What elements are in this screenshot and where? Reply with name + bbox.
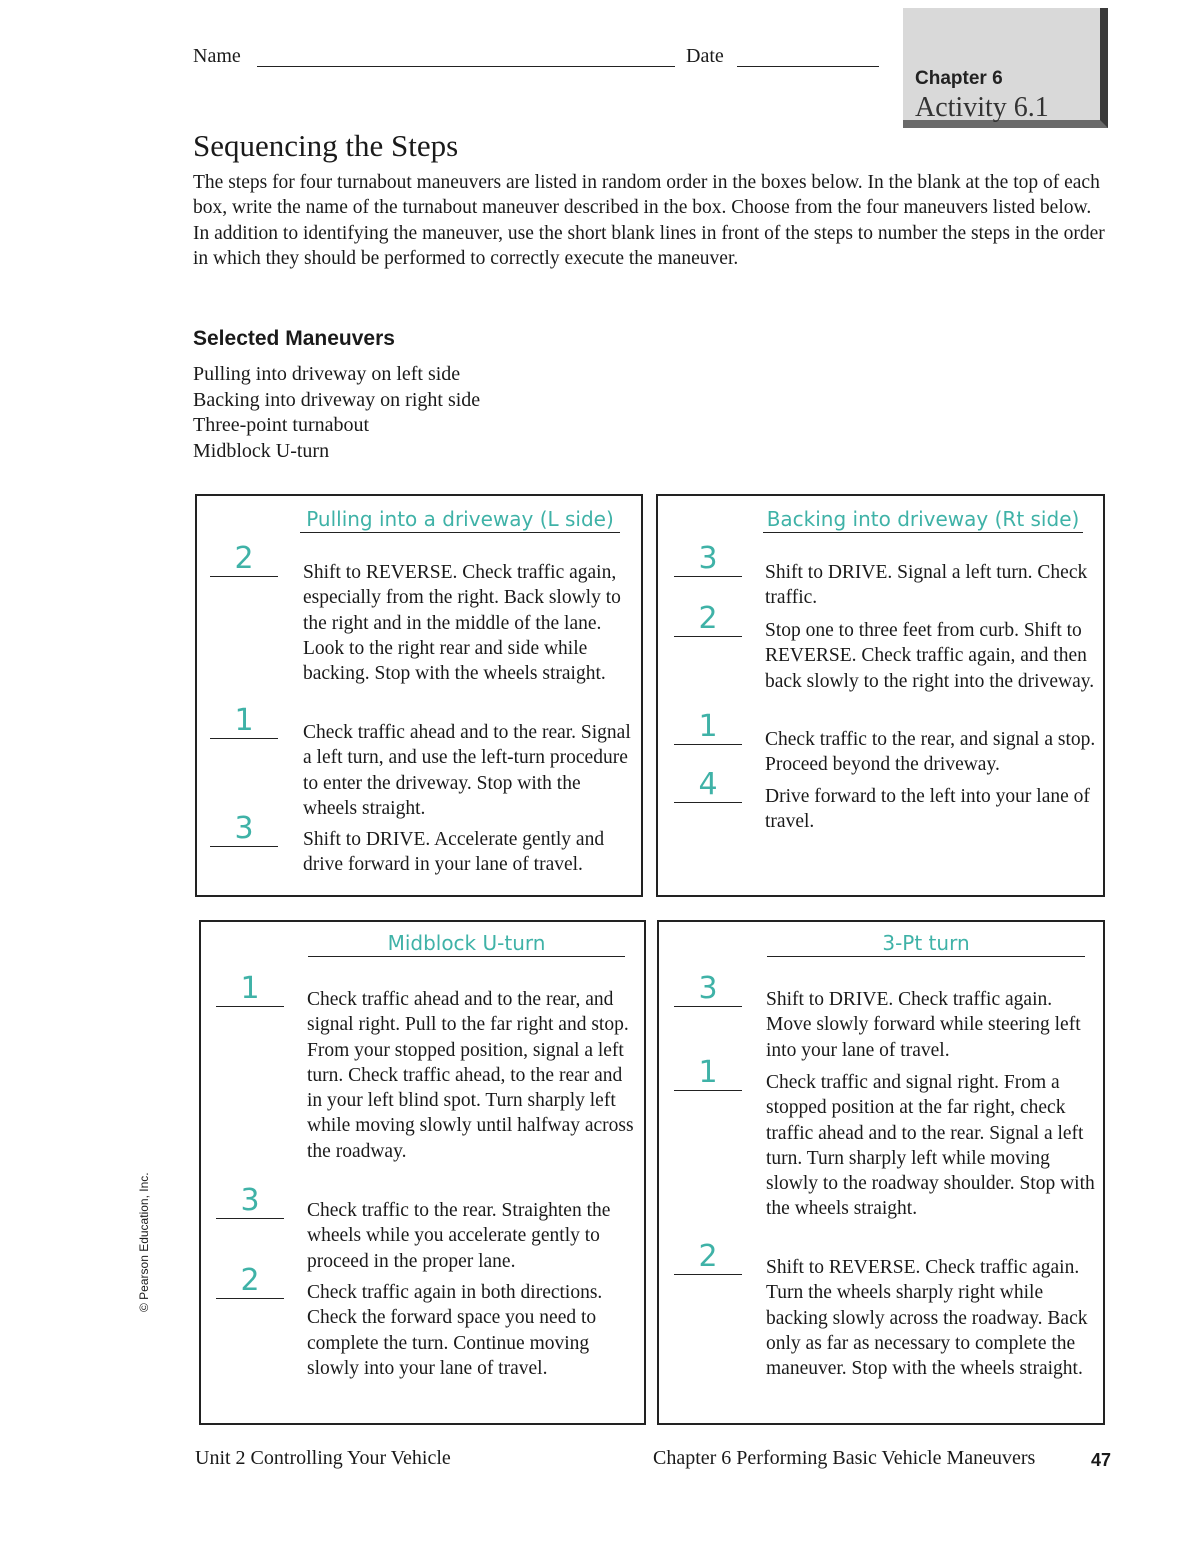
step-number-field[interactable]: 2 [216, 1264, 284, 1299]
maneuver-answer-field[interactable]: Backing into driveway (Rt side) [763, 506, 1083, 533]
step-text: Check traffic ahead and to the rear. Signal a left turn, and use the left-turn procedure to enter the driveway. Stop with the wheels straight. [303, 722, 631, 819]
step-number-field[interactable]: 1 [674, 710, 742, 745]
maneuver-item: Pulling into driveway on left side [193, 363, 461, 385]
chapter-badge [903, 8, 1108, 128]
step-text: Check traffic and signal right. From a stopped position at the far right, check traffic ahead and to the rear. Signal a left turn. Turn sharply left while moving slowly to the roadway shoulder. Stop with the wheels straight. [766, 1072, 1095, 1220]
maneuver-answer-field[interactable]: Midblock U-turn [308, 930, 625, 957]
maneuver-item: Three-point turnabout [193, 414, 370, 436]
step-text: Shift to DRIVE. Accelerate gently and drive forward in your lane of travel. [303, 829, 605, 876]
maneuver-item: Backing into driveway on right side [193, 388, 481, 411]
step-number-field[interactable]: 3 [216, 1184, 284, 1219]
name-field[interactable] [257, 52, 675, 67]
page-title: Sequencing the Steps [193, 128, 459, 163]
step-text: Drive forward to the left into your lane of travel. [765, 786, 1090, 833]
maneuver-list [193, 362, 480, 464]
step-text: Shift to DRIVE. Signal a left turn. Check traffic. [765, 562, 1088, 609]
step-text: Check traffic to the rear, and signal a stop. Proceed beyond the driveway. [765, 729, 1096, 776]
chapter-label: Chapter 6 [915, 68, 1003, 89]
step-number-field[interactable]: 2 [210, 542, 278, 577]
date-field[interactable] [737, 52, 879, 67]
step-number-field[interactable]: 4 [674, 768, 742, 803]
step-number-field[interactable]: 3 [674, 972, 742, 1007]
date-label: Date [686, 45, 724, 67]
activity-label: Activity 6.1 [915, 92, 1049, 123]
maneuver-box-3 [199, 920, 646, 1425]
maneuver-box-4 [657, 920, 1105, 1425]
name-label: Name [193, 45, 241, 67]
maneuver-answer-field[interactable]: 3-Pt turn [767, 930, 1085, 957]
maneuver-box-1 [195, 494, 643, 897]
maneuver-item: Midblock U-turn [193, 439, 330, 462]
step-text: Shift to REVERSE. Check traffic again, especially from the right. Back slowly to the right and in the middle of the lane. Look to the right rear and side while backing. Stop with the wheels straight. [303, 562, 621, 685]
step-number-field[interactable]: 3 [210, 812, 278, 847]
step-number-field[interactable]: 1 [210, 704, 278, 739]
step-text: Shift to REVERSE. Check traffic again. Turn the wheels sharply right while backing slowly across the roadway. Back only as far as necessary to complete the maneuver. Stop with the wheels straight. [766, 1257, 1088, 1380]
step-text: Check traffic to the rear. Straighten the wheels while you accelerate gently to proceed in the proper lane. [307, 1200, 611, 1272]
step-number-field[interactable]: 2 [674, 602, 742, 637]
copyright-notice: © Pearson Education, Inc. [137, 1172, 151, 1312]
step-text: Shift to DRIVE. Check traffic again. Move slowly forward while steering left into your lane of travel. [766, 989, 1081, 1061]
footer-chapter: Chapter 6 Performing Basic Vehicle Maneuvers [653, 1447, 1036, 1469]
step-number-field[interactable]: 2 [674, 1240, 742, 1275]
footer-unit: Unit 2 Controlling Your Vehicle [195, 1447, 451, 1469]
step-number-field[interactable]: 1 [674, 1056, 742, 1091]
maneuver-answer-field[interactable]: Pulling into a driveway (L side) [300, 506, 620, 533]
instructions: The steps for four turnabout maneuvers are listed in random order in the boxes below. In the blank at the top of each box, write the name of the turnabout maneuver described in the box. Choose from the four maneuvers listed below. In addition to identifying the maneuver, use the short blank lines in front of the steps to number the steps in the order in which they should be performed to correctly execute the maneuver. [193, 172, 1105, 269]
step-number-field[interactable]: 3 [674, 542, 742, 577]
step-text: Stop one to three feet from curb. Shift to REVERSE. Check traffic again, and then back slowly to the right into the driveway. [765, 620, 1095, 692]
step-text: Check traffic again in both directions. Check the forward space you need to complete the turn. Continue moving slowly into your lane of travel. [307, 1282, 603, 1379]
page-number: 47 [1091, 1450, 1112, 1470]
step-number-field[interactable]: 1 [216, 972, 284, 1007]
maneuver-box-2 [656, 494, 1105, 897]
selected-maneuvers-heading: Selected Maneuvers [193, 327, 395, 350]
step-text: Check traffic ahead and to the rear, and signal right. Pull to the far right and stop. From your stopped position, signal a left turn. Check traffic ahead, to the rear and in your left blind spot. Turn sharply left while moving slowly until halfway across the roadway. [307, 989, 634, 1162]
